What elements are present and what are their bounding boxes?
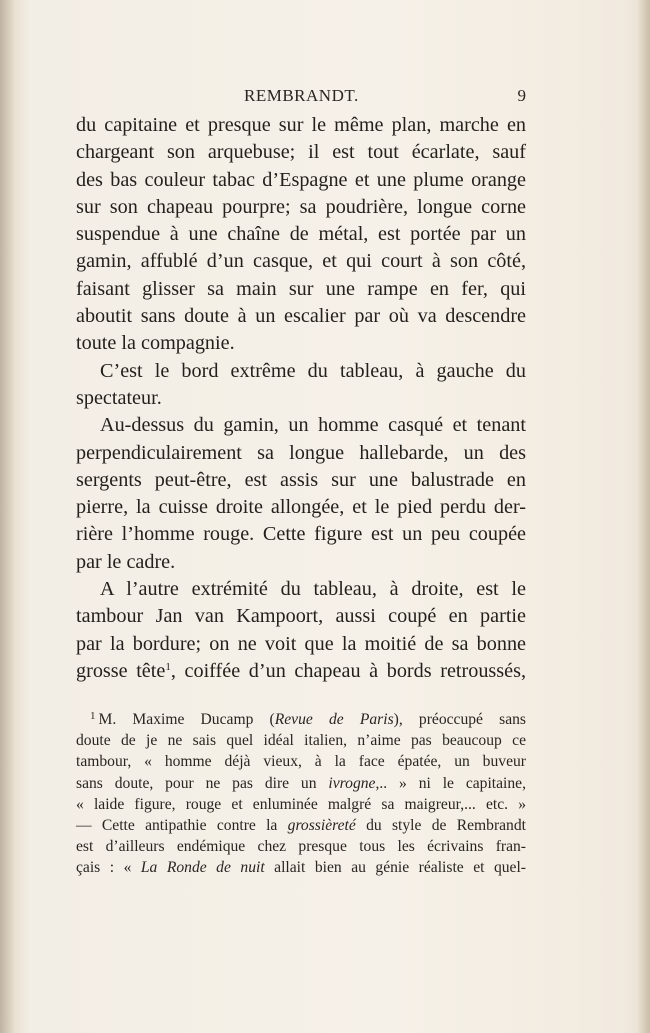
footnote-line <box>76 773 526 794</box>
footnote-text: M. Maxime Ducamp ( <box>98 711 275 728</box>
footnote <box>76 706 526 879</box>
paragraph-start: A l’autre extrémité du tableau, à droite, est le <box>100 578 526 601</box>
text-line: toute la compagnie. <box>76 332 235 355</box>
footnote-text: sans doute, pour ne pas dire un <box>76 774 329 792</box>
text-line: du capitaine et presque sur le même plan, marche en <box>76 114 526 136</box>
footnote-italic: grossièreté <box>287 817 356 835</box>
footnote-text: allait bien au génie réaliste et quel- <box>264 859 526 877</box>
footnote-line <box>76 706 526 730</box>
footnote-line <box>76 857 526 878</box>
text-line: faisant glisser sa main sur une rampe en fer, qui <box>76 277 526 300</box>
running-header <box>76 86 526 108</box>
footnote-line: est d’ailleurs endémique chez presque tous les écrivains fran- <box>76 838 526 856</box>
footnote-italic: ivrogne <box>328 774 376 792</box>
text-line: par la bordure; on ne voit que la moitié de sa bonne <box>76 632 526 655</box>
footnote-text: ), préoccupé sans <box>393 711 526 728</box>
text-line: rière l’homme rouge. Cette figure est un peu coupée <box>76 523 526 546</box>
paragraph-start: C’est le bord extrême du tableau, à gauche du <box>100 359 526 382</box>
footnote-marker: 1 <box>90 710 96 722</box>
body-text <box>76 112 526 685</box>
text-line-with-footnote: grosse tête$^1$, coiffée d’un chapeau à bords retroussés, <box>76 659 526 682</box>
footnote-text: — Cette antipathie contre la <box>76 817 288 835</box>
text-line: tambour Jan van Kampoort, aussi coupé en partie <box>76 605 526 628</box>
footnote-italic: La Ronde de nuit <box>140 859 265 877</box>
text-line: sur son chapeau pourpre; sa poudrière, longue corne <box>76 195 526 218</box>
text-line: par le cadre. <box>76 550 176 573</box>
text-line: des bas couleur tabac d’Espagne et une plume orange <box>76 168 526 191</box>
text-segment: coiffée d’un chapeau à bords retroussés, <box>184 659 526 682</box>
text-line: gamin, affublé d’un casque, et qui court à son côté, <box>76 250 526 273</box>
text-line: sergents peut-être, est assis sur une balustrade en <box>76 468 526 491</box>
footnote-text: ,.. » ni le capitaine, <box>375 774 526 792</box>
text-line: spectateur. <box>76 386 162 409</box>
footnote-reference: 1 <box>165 660 171 673</box>
footnote-line: « laide figure, rouge et enluminée malgré sa maigreur,... etc. » <box>76 795 526 813</box>
paragraph-start: Au-dessus du gamin, un homme casqué et tenant <box>100 414 526 437</box>
page-gutter <box>0 0 14 1033</box>
text-line: suspendue à une chaîne de métal, est portée par un <box>76 223 526 246</box>
footnote-line: doute de je ne sais quel idéal italien, n’aime pas beaucoup ce <box>76 732 526 750</box>
footnote-italic: Revue de Paris <box>274 711 394 728</box>
text-line: perpendiculairement sa longue hallebarde, un des <box>76 441 526 464</box>
running-title: REMBRANDT. <box>244 86 359 105</box>
text-segment: grosse tête <box>76 659 166 682</box>
text-line: pierre, la cuisse droite allongée, et le pied perdu der- <box>76 496 526 519</box>
page-edge <box>636 0 650 1033</box>
text-line: chargeant son arquebuse; il est tout écarlate, sauf <box>76 141 526 164</box>
footnote-text: du style de Rembrandt <box>355 817 526 835</box>
footnote-text: çais : « <box>76 859 141 877</box>
page-number: 9 <box>517 86 526 105</box>
footnote-line: tambour, « homme déjà vieux, à la face épatée, un buveur <box>76 753 526 771</box>
footnote-line <box>76 815 526 836</box>
text-line: aboutit sans doute à un escalier par où va descendre <box>76 305 526 328</box>
